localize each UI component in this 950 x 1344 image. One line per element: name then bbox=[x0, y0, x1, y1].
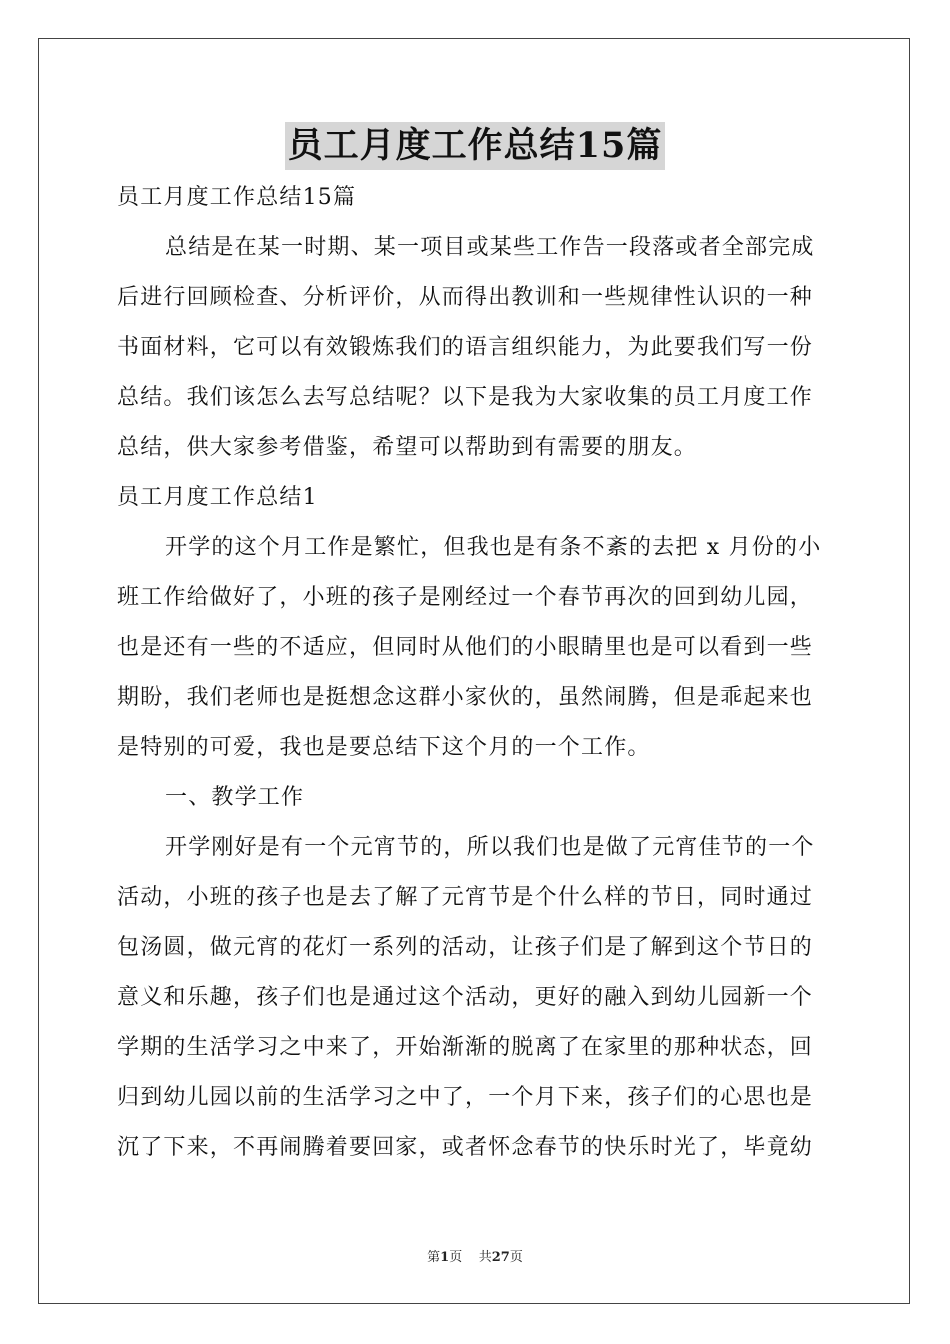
paragraph-line: 班工作给做好了，小班的孩子是刚经过一个春节再次的回到幼儿园， bbox=[117, 585, 814, 610]
paragraph-line: 也是还有一些的不适应，但同时从他们的小眼睛里也是可以看到一些 bbox=[117, 635, 814, 660]
paragraph-line: 书面材料，它可以有效锻炼我们的语言组织能力，为此要我们写一份 bbox=[117, 335, 814, 360]
paragraph-line: 后进行回顾检查、分析评价，从而得出教训和一些规律性认识的一种 bbox=[117, 285, 814, 310]
paragraph-line: 总结，供大家参考借鉴，希望可以帮助到有需要的朋友。 bbox=[117, 435, 698, 460]
subtitle-line: 员工月度工作总结15篇 bbox=[117, 185, 357, 210]
document-body bbox=[117, 180, 837, 1180]
section-heading: 员工月度工作总结1 bbox=[117, 485, 318, 510]
paragraph-line: 归到幼儿园以前的生活学习之中了，一个月下来，孩子们的心思也是 bbox=[117, 1085, 814, 1110]
paragraph-line: 开学的这个月工作是繁忙，但我也是有条不紊的去把 x 月份的小 bbox=[165, 535, 822, 560]
page-footer bbox=[0, 1246, 950, 1265]
paragraph-line: 期盼，我们老师也是挺想念这群小家伙的，虽然闹腾，但是乖起来也 bbox=[117, 685, 814, 710]
page-suffix: 页 bbox=[449, 1250, 463, 1265]
document-title: 员工月度工作总结15篇 bbox=[285, 122, 666, 170]
paragraph-line: 是特别的可爱，我也是要总结下这个月的一个工作。 bbox=[117, 735, 651, 760]
paragraph-line: 总结。我们该怎么去写总结呢？以下是我为大家收集的员工月度工作 bbox=[117, 385, 814, 410]
page-number: 1 bbox=[440, 1250, 450, 1265]
paragraph-line: 总结是在某一时期、某一项目或某些工作告一段落或者全部完成 bbox=[165, 235, 815, 260]
paragraph-line: 开学刚好是有一个元宵节的，所以我们也是做了元宵佳节的一个 bbox=[165, 835, 815, 860]
total-suffix: 页 bbox=[509, 1250, 523, 1265]
paragraph-line: 意义和乐趣，孩子们也是通过这个活动，更好的融入到幼儿园新一个 bbox=[117, 985, 814, 1010]
total-pages: 27 bbox=[491, 1250, 510, 1265]
total-prefix: 共 bbox=[478, 1250, 492, 1265]
paragraph-line: 沉了下来，不再闹腾着要回家，或者怀念春节的快乐时光了，毕竟幼 bbox=[117, 1135, 814, 1160]
subsection-heading: 一、教学工作 bbox=[165, 785, 305, 810]
paragraph-line: 活动，小班的孩子也是去了解了元宵节是个什么样的节日，同时通过 bbox=[117, 885, 814, 910]
paragraph-line: 包汤圆，做元宵的花灯一系列的活动，让孩子们是了解到这个节日的 bbox=[117, 935, 814, 960]
page-prefix: 第 bbox=[427, 1250, 441, 1265]
paragraph-line: 学期的生活学习之中来了，开始渐渐的脱离了在家里的那种状态，回 bbox=[117, 1035, 814, 1060]
title-container bbox=[0, 122, 950, 170]
